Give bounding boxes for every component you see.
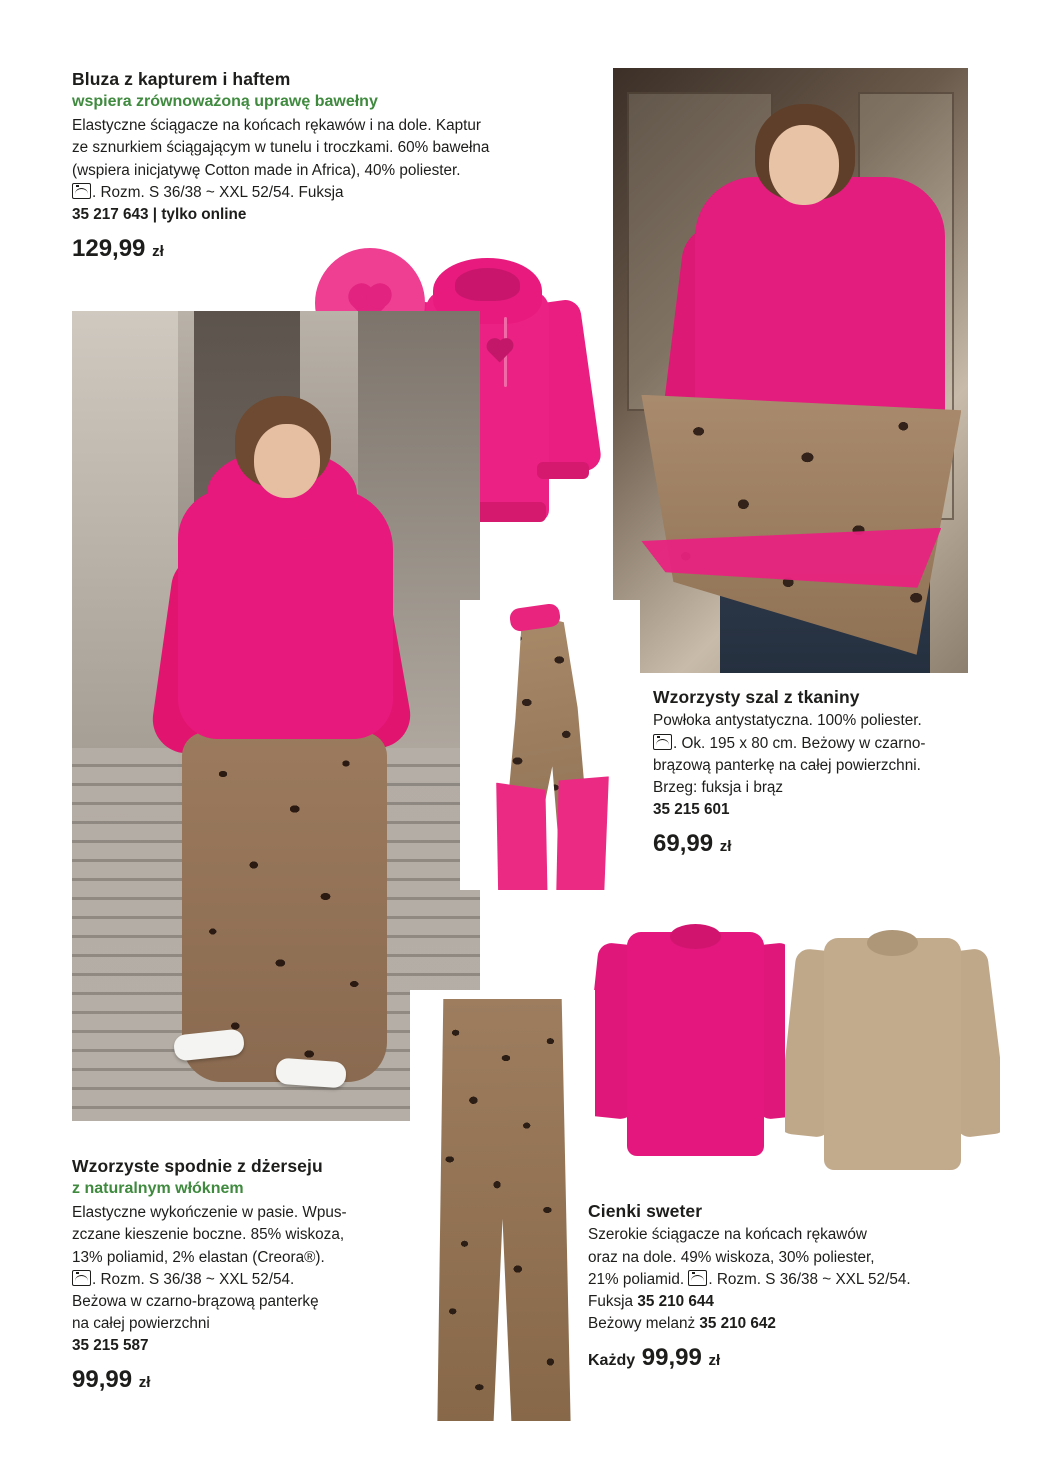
pants-body: [429, 999, 577, 1421]
sweater-description-line-1: Szerokie ściągacze na końcach rękawów: [588, 1226, 867, 1244]
model1-leopard-pants: [182, 732, 387, 1082]
sweater-description-line-3: [588, 1269, 988, 1291]
sweater-variant-2-label: Beżowy melanż: [588, 1315, 700, 1333]
care-washing-icon: [72, 1270, 91, 1286]
hoodie-description-line-2: ze sznurkiem ściągającym w tunelu i troczkami. 60% bawełna: [72, 139, 490, 157]
scarf-pink-edge-right: [541, 772, 615, 890]
pants-title: Wzorzyste spodnie z dżerseju: [72, 1156, 323, 1176]
pants-eco-label: z naturalnym włóknem: [72, 1180, 244, 1198]
sweater-price: [588, 1345, 988, 1371]
scarf-pink-edge-left: [485, 777, 560, 890]
care-washing-icon: [653, 734, 672, 750]
hoodie-eco-label: wspiera zrównoważoną uprawę bawełny: [72, 93, 378, 111]
pants-description-line-1: Elastyczne wykończenie w pasie. Wpus-: [72, 1204, 347, 1222]
model1-face: [254, 424, 320, 498]
model1-shoe-right: [275, 1058, 347, 1089]
sweater-variant-beige: [588, 1313, 988, 1335]
sweater-price-value: 99,99: [641, 1344, 702, 1372]
hoodie-article-code: 35 217 643 | tylko online: [72, 205, 247, 223]
scarf-size-text: . Ok. 195 x 80 cm. Beżowy w czarno-: [673, 734, 926, 752]
hoodie-description-line-1: Elastyczne ściągacze na końcach rękawów i na dole. Kaptur: [72, 117, 481, 135]
scarf-title: Wzorzysty szal z tkaniny: [653, 687, 860, 707]
sweater-price-prefix: Każdy: [588, 1352, 636, 1370]
hoodie-price-value: 129,99: [72, 235, 146, 263]
sweater-price-currency: zł: [708, 1352, 721, 1370]
scarf-article-code: 35 215 601: [653, 801, 730, 819]
hoodie-hood-inner: [455, 268, 521, 301]
pink-sweater-body: [627, 932, 765, 1156]
pants-description-line-6: na całej powierzchni: [72, 1315, 210, 1333]
pants-description-line-5: Beżowa w czarno-brązową panterkę: [72, 1292, 319, 1310]
care-washing-icon: [72, 183, 91, 199]
hoodie-size-text: . Rozm. S 36/38 ~ XXL 52/54. Fuksja: [92, 183, 344, 201]
scarf-price-value: 69,99: [653, 830, 714, 858]
hoodie-price-currency: zł: [152, 243, 164, 261]
sweater-composition-text: 21% poliamid.: [588, 1270, 685, 1288]
product-block-pants: [72, 1155, 402, 1418]
pants-price-currency: zł: [138, 1374, 151, 1392]
pants-price-value: 99,99: [72, 1366, 133, 1394]
beige-sweater-body: [824, 938, 962, 1170]
pants-article-code: 35 215 587: [72, 1337, 149, 1355]
sweater-variant-1-code: 35 210 644: [637, 1292, 714, 1310]
care-washing-icon: [688, 1270, 707, 1286]
sweater-variant-2-code: 35 210 642: [699, 1315, 776, 1333]
sweater-description-line-2: oraz na dole. 49% wiskoza, 30% poliester,: [588, 1248, 875, 1266]
product-block-sweater: [588, 1200, 988, 1396]
sweater-variant-fuchsia: [588, 1291, 988, 1313]
pants-price: [72, 1367, 402, 1393]
scarf-product-photo: [460, 600, 640, 890]
scarf-price-currency: zł: [719, 838, 732, 856]
hoodie-title: Bluza z kapturem i haftem: [72, 69, 291, 89]
beige-sweater-neckline: [867, 930, 919, 956]
scarf-description-line-3: brązową panterkę na całej powierzchni.: [653, 756, 921, 774]
scarf-price: [653, 831, 983, 857]
scarf-description-line-1: Powłoka antystatyczna. 100% poliester.: [653, 712, 922, 730]
model2-leopard-scarf: [641, 395, 961, 655]
model-window-photo: [613, 68, 968, 673]
product-block-scarf: [653, 686, 983, 882]
hoodie-description-line-3: (wspiera inicjatywę Cotton made in Africa), 40% poliester.: [72, 161, 461, 179]
pants-size-text: . Rozm. S 36/38 ~ XXL 52/54.: [92, 1270, 295, 1288]
scarf-description-line-2: [653, 733, 983, 755]
hoodie-description-line-4: [72, 182, 592, 204]
pants-description-line-3: 13% poliamid, 2% elastan (Creora®).: [72, 1248, 325, 1266]
pink-sweater-product-photo: [588, 910, 803, 1190]
sweater-title: Cienki sweter: [588, 1201, 703, 1221]
pants-product-photo: [410, 990, 595, 1430]
scarf-description-line-4: Brzeg: fuksja i brąz: [653, 778, 784, 796]
sweater-size-text: . Rozm. S 36/38 ~ XXL 52/54.: [708, 1270, 911, 1288]
pants-description-line-4: [72, 1269, 402, 1291]
hoodie-cuff-right: [537, 462, 589, 479]
beige-sweater-product-photo: [785, 915, 1000, 1205]
sweater-variant-1-label: Fuksja: [588, 1292, 638, 1310]
model2-face: [769, 125, 839, 205]
pants-description-line-2: zczane kieszenie boczne. 85% wiskoza,: [72, 1226, 345, 1244]
